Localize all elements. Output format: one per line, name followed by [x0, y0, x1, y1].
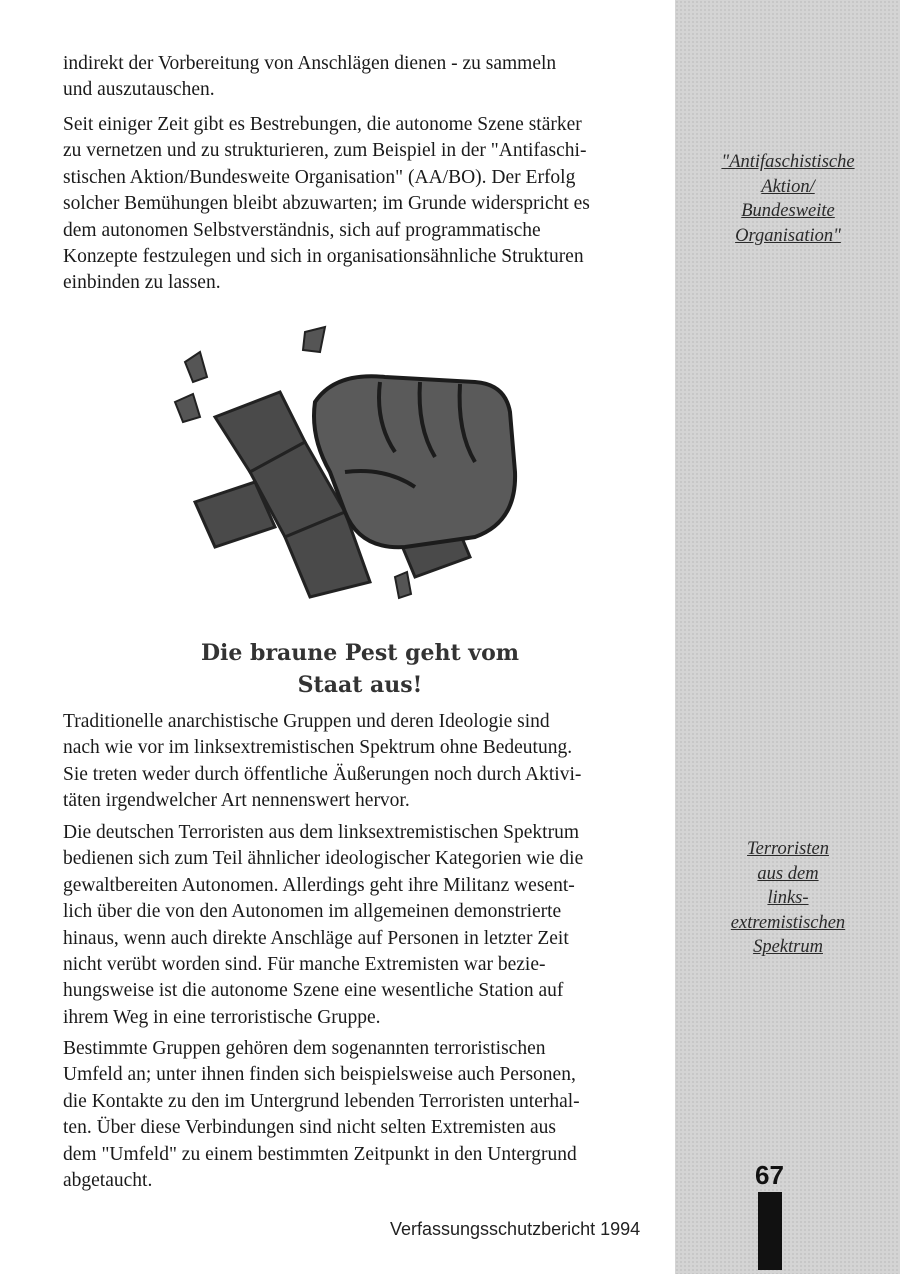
text-line: hungsweise ist die autonome Szene eine wesentliche Station auf — [63, 980, 564, 1002]
margin-note-terroristen — [683, 837, 893, 960]
margin-note-line: Organisation" — [735, 225, 841, 246]
page-tab-bar — [758, 1192, 782, 1270]
text-line: abgetaucht. — [63, 1170, 153, 1192]
text-line: gewaltbereiten Autonomen. Allerdings geht ihre Militanz wesent- — [63, 874, 575, 896]
body-paragraph-5 — [63, 1036, 653, 1194]
margin-note-line: links- — [767, 888, 809, 908]
text-line: indirekt der Vorbereitung von Anschlägen dienen - zu sammeln — [63, 53, 557, 74]
margin-note-line: Bundesweite — [741, 201, 835, 221]
text-line: Traditionelle anarchistische Gruppen und deren Ideologie sind — [63, 711, 550, 732]
text-line: einbinden zu lassen. — [63, 272, 221, 294]
text-line: Die deutschen Terroristen aus dem linksextremistischen Spektrum — [63, 822, 579, 843]
text-line: Umfeld an; unter ihnen finden sich beispielsweise auch Personen, — [63, 1064, 576, 1086]
text-line: zu vernetzen und zu strukturieren, zum Beispiel in der "Antifaschi- — [63, 140, 587, 162]
margin-note-line: Terroristen — [747, 839, 829, 859]
text-line: nach wie vor im linksextremistischen Spektrum ohne Bedeutung. — [63, 737, 573, 759]
text-line: stischen Aktion/Bundesweite Organisation" (AA/BO). Der Erfolg — [63, 166, 576, 188]
text-line: solcher Bemühungen bleibt abzuwarten; im Grunde widerspricht es — [63, 193, 590, 215]
text-line: Seit einiger Zeit gibt es Bestrebungen, die autonome Szene stärker — [63, 114, 582, 135]
text-line: die Kontakte zu den im Untergrund lebenden Terroristen unterhal- — [63, 1090, 580, 1112]
figure-caption-line-2: Staat aus! — [297, 672, 423, 698]
margin-note-line: aus dem — [757, 863, 819, 884]
text-line: nicht verübt worden sind. Für manche Extremisten war bezie- — [63, 954, 546, 976]
margin-note-line: extremistischen — [730, 912, 846, 933]
text-line: lich über die von den Autonomen im allgemeinen demonstrierte — [63, 901, 562, 923]
text-line: Bestimmte Gruppen gehören dem sogenannten terroristischen — [63, 1038, 546, 1059]
text-line: bedienen sich zum Teil ähnlicher ideologischer Kategorien wie die — [63, 848, 584, 870]
margin-note-line: Spektrum — [753, 937, 823, 957]
margin-note-antifa — [683, 150, 893, 248]
text-line: und auszutauschen. — [63, 79, 215, 101]
text-line: Konzepte festzulegen und sich in organisationsähnliche Strukturen — [63, 246, 584, 268]
figure-caption-line-1: Die braune Pest geht vom — [200, 640, 520, 666]
text-line: ihrem Weg in eine terroristische Gruppe. — [63, 1006, 381, 1028]
body-paragraph-2 — [63, 112, 653, 297]
footer-publication: Verfassungsschutzbericht 1994 — [390, 1219, 641, 1239]
text-line: dem autonomen Selbstverständnis, sich auf programmatische — [63, 219, 541, 241]
body-paragraph-4 — [63, 820, 653, 1031]
fist-smashing-swastika-icon — [145, 322, 575, 622]
body-paragraph-3 — [63, 709, 653, 815]
body-paragraph-1 — [63, 51, 653, 104]
text-line: hinaus, wenn auch direkte Anschläge auf Personen in letzter Zeit — [63, 927, 569, 949]
text-line: Sie treten weder durch öffentliche Äußerungen noch durch Aktivi- — [63, 763, 582, 785]
text-line: dem "Umfeld" zu einem bestimmten Zeitpunkt in den Untergrund — [63, 1143, 577, 1165]
margin-note-line: Aktion/ — [761, 176, 815, 197]
text-line: ten. Über diese Verbindungen sind nicht selten Extremisten aus — [63, 1117, 556, 1139]
text-line: täten irgendwelcher Art nennenswert hervor. — [63, 790, 410, 812]
margin-note-line: "Antifaschistische — [721, 152, 855, 172]
page-number: 67 — [755, 1160, 784, 1190]
